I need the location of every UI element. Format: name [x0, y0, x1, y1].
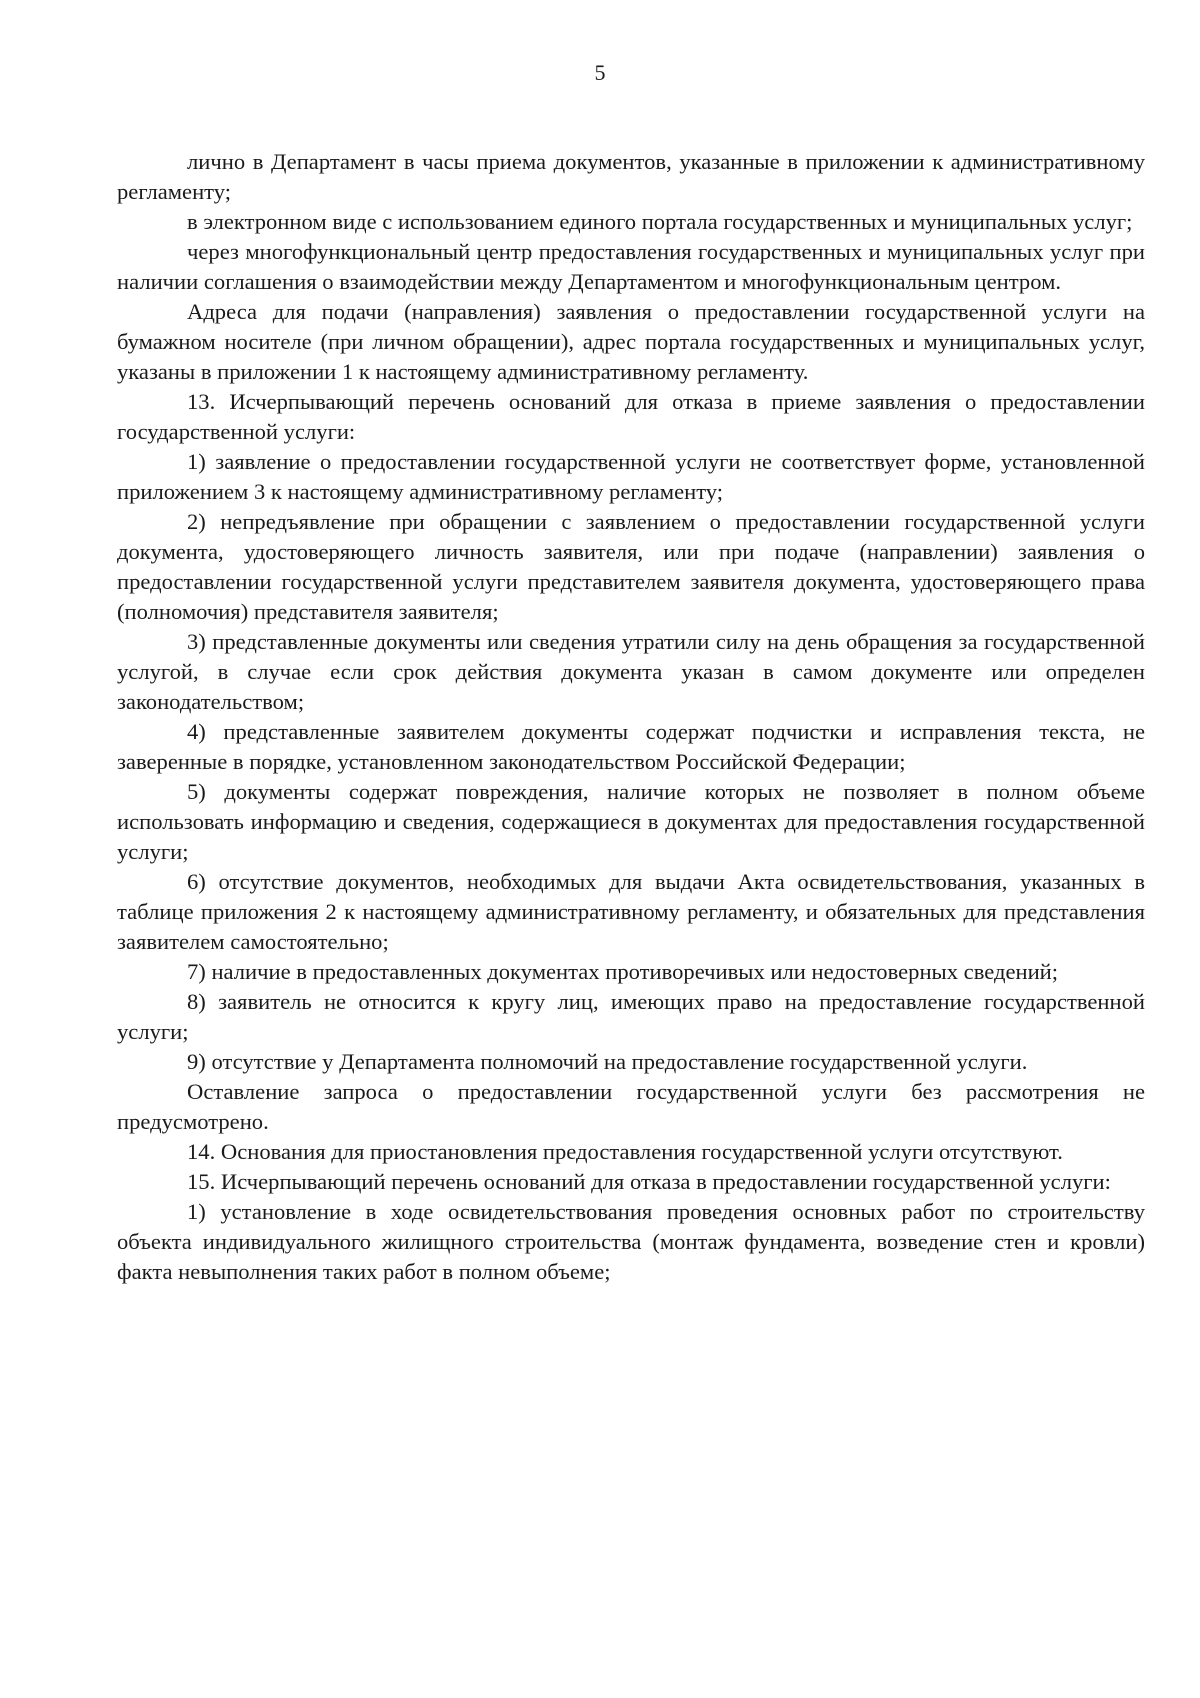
paragraph-in-person: лично в Департамент в часы приема документов, указанные в приложении к административному регламенту; — [117, 149, 1145, 204]
clause-15-item-1: 1) установление в ходе освидетельствования проведения основных работ по строительству объекта индивидуального жилищного строительства (монтаж фундамента, возведение стен и кровли) факта невыполнения таких работ в полном объеме; — [117, 1199, 1145, 1284]
clause-15-heading: 15. Исчерпывающий перечень оснований для отказа в предоставлении государственной услуги: — [187, 1169, 1111, 1194]
paragraph-addresses: Адреса для подачи (направления) заявления о предоставлении государственной услуги на бумажном носителе (при личном обращении), адрес портала государственных и муниципальных услуг, указаны в приложении 1 к настоящему административному регламенту. — [117, 299, 1145, 384]
clause-13-item-6: 6) отсутствие документов, необходимых для выдачи Акта освидетельствования, указанных в таблице приложения 2 к настоящему административному регламенту, и обязательных для представления заявителем самостоятельно; — [117, 869, 1145, 954]
clause-13-item-5: 5) документы содержат повреждения, наличие которых не позволяет в полном объеме использовать информацию и сведения, содержащиеся в документах для предоставления государственной услуги; — [117, 779, 1145, 864]
document-body — [117, 147, 1145, 1287]
paragraph-electronic: в электронном виде с использованием единого портала государственных и муниципальных услуг; — [187, 209, 1133, 234]
clause-14: 14. Основания для приостановления предоставления государственной услуги отсутствуют. — [187, 1139, 1063, 1164]
paragraph-no-leave-without-review: Оставление запроса о предоставлении государственной услуги без рассмотрения не предусмотрено. — [117, 1079, 1145, 1134]
clause-13-item-8: 8) заявитель не относится к кругу лиц, имеющих право на предоставление государственной услуги; — [117, 989, 1145, 1044]
clause-13-item-3: 3) представленные документы или сведения утратили силу на день обращения за государственной услугой, в случае если срок действия документа указан в самом документе или определен законодательством; — [117, 629, 1145, 714]
clause-13-item-9: 9) отсутствие у Департамента полномочий на предоставление государственной услуги. — [187, 1049, 1028, 1074]
clause-13-heading: 13. Исчерпывающий перечень оснований для отказа в приеме заявления о предоставлении государственной услуги: — [117, 389, 1145, 444]
clause-13-item-4: 4) представленные заявителем документы содержат подчистки и исправления текста, не заверенные в порядке, установленном законодательством Российской Федерации; — [117, 719, 1145, 774]
clause-13-item-7: 7) наличие в предоставленных документах противоречивых или недостоверных сведений; — [187, 959, 1059, 984]
clause-13-item-2: 2) непредъявление при обращении с заявлением о предоставлении государственной услуги документа, удостоверяющего личность заявителя, или при подаче (направлении) заявления о предоставлении государственной услуги представителем заявителя документа, удостоверяющего права (полномочия) представителя заявителя; — [117, 509, 1145, 624]
clause-13-item-1: 1) заявление о предоставлении государственной услуги не соответствует форме, установленной приложением 3 к настоящему административному регламенту; — [117, 449, 1145, 504]
page-number: 5 — [594, 60, 606, 85]
paragraph-mfc: через многофункциональный центр предоставления государственных и муниципальных услуг при наличии соглашения о взаимодействии между Департаментом и многофункциональным центром. — [117, 239, 1145, 294]
